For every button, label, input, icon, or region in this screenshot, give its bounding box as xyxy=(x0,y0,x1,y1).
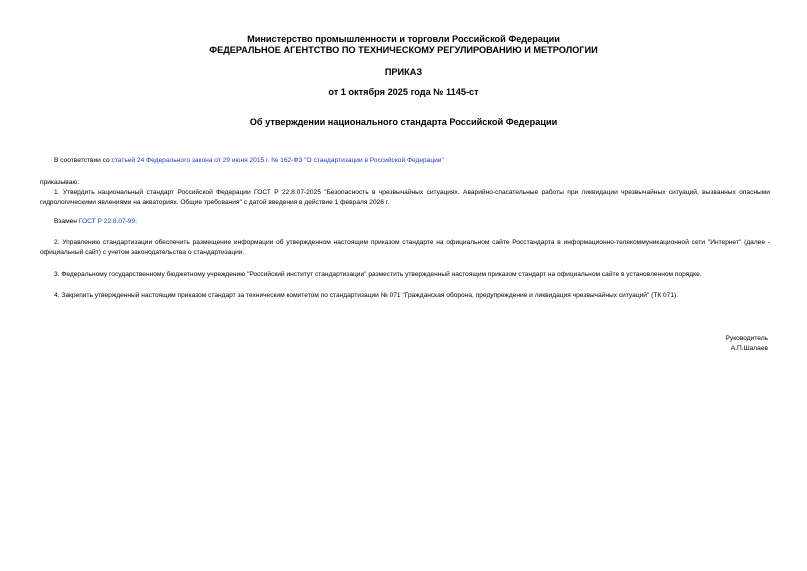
federal-law-link[interactable]: статьей 24 Федерального закона от 29 июня 2015 г. № 162-ФЗ "О стандартизации в Российской Федерации" xyxy=(111,157,444,164)
item-4-paragraph: 4. Закрепить утвержденный настоящим приказом стандарт за техническим комитетом по стандартизации № 071 "Гражданская оборона, предупреждение и ликвидация чрезвычайных ситуаций" (ТК 071). xyxy=(54,292,679,299)
replacement-paragraph xyxy=(40,217,770,227)
document-date-number: от 1 октября 2025 года № 1145-ст xyxy=(328,87,479,97)
replacement-suffix: . xyxy=(135,218,138,225)
signature-position: Руководитель xyxy=(725,335,768,342)
agency-heading: ФЕДЕРАЛЬНОЕ АГЕНТСТВО ПО ТЕХНИЧЕСКОМУ РЕГУЛИРОВАНИЮ И МЕТРОЛОГИИ xyxy=(209,45,598,55)
item-2-paragraph: 2. Управлению стандартизации обеспечить размещение информации об утвержденном настоящим приказом стандарте на официальном сайте Росстандарта в информационно-телекоммуникационной сети "Интернет" (далее - официальный сайт) с учетом законодательства о стандартизации. xyxy=(40,239,770,256)
intro-paragraph xyxy=(40,156,770,166)
intro-prefix: В соответствии со xyxy=(54,157,112,164)
item-1-paragraph: 1. Утвердить национальный стандарт Российской Федерации ГОСТ Р 22.8.07-2025 "Безопасность в чрезвычайных ситуациях. Аварийно-спасательные работы при ликвидации чрезвычайных ситуаций, вызванных опасными гидрологическими явлениями на акваториях. Общие требования" с датой введения в действие 1 февраля 2026 г. xyxy=(40,189,770,206)
ministry-heading: Министерство промышленности и торговли Российской Федерации xyxy=(247,34,560,44)
replacement-prefix: Взамен xyxy=(54,218,79,225)
order-word: приказываю: xyxy=(40,179,80,186)
signature-name: А.П.Шалаев xyxy=(730,345,768,352)
item-3-paragraph: 3. Федеральному государственному бюджетному учреждению "Российский институт стандартизации" разместить утвержденный настоящим приказом стандарт на официальном сайте в установленном порядке. xyxy=(54,271,702,278)
old-standard-link[interactable]: ГОСТ Р 22.8.07-99 xyxy=(78,218,136,225)
document-title: Об утверждении национального стандарта Российской Федерации xyxy=(249,117,558,127)
document-type: ПРИКАЗ xyxy=(384,67,423,77)
